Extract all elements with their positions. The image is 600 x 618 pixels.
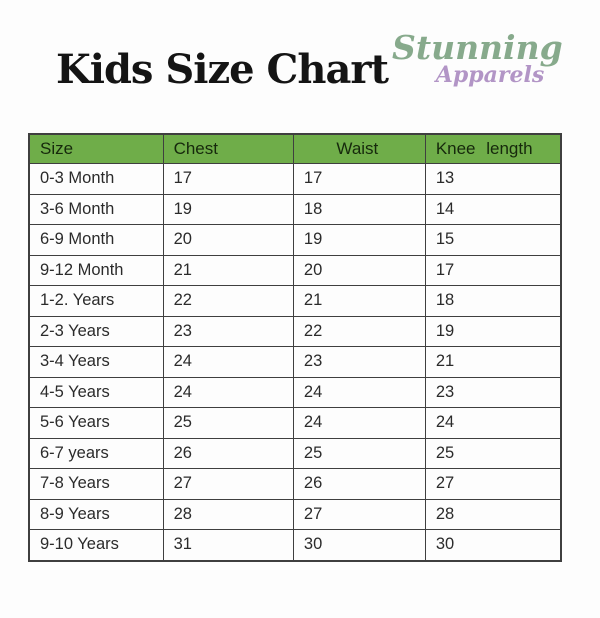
- waist-cell: 24: [293, 377, 425, 408]
- knee-cell: 13: [425, 164, 561, 195]
- table-body: [29, 164, 561, 561]
- chest-cell: 26: [163, 438, 293, 469]
- knee-cell: 28: [425, 499, 561, 530]
- table-row: [29, 438, 561, 469]
- table-row: [29, 469, 561, 500]
- table-row: [29, 408, 561, 439]
- table-row: [29, 316, 561, 347]
- knee-cell: 30: [425, 530, 561, 561]
- waist-cell: 23: [293, 347, 425, 378]
- knee-cell: 14: [425, 194, 561, 225]
- column-header-waist: Waist: [293, 134, 425, 164]
- waist-cell: 22: [293, 316, 425, 347]
- size-cell: 8-9 Years: [29, 499, 163, 530]
- chest-cell: 25: [163, 408, 293, 439]
- table-header: [29, 134, 561, 164]
- chest-cell: 20: [163, 225, 293, 256]
- waist-cell: 25: [293, 438, 425, 469]
- chest-cell: 28: [163, 499, 293, 530]
- table-row: [29, 164, 561, 195]
- size-cell: 2-3 Years: [29, 316, 163, 347]
- size-cell: 6-7 years: [29, 438, 163, 469]
- column-header-size: Size: [29, 134, 163, 164]
- size-cell: 3-6 Month: [29, 194, 163, 225]
- size-cell: 5-6 Years: [29, 408, 163, 439]
- chest-cell: 22: [163, 286, 293, 317]
- chest-cell: 21: [163, 255, 293, 286]
- table-row: [29, 286, 561, 317]
- chest-cell: 24: [163, 377, 293, 408]
- size-cell: 6-9 Month: [29, 225, 163, 256]
- chest-cell: 23: [163, 316, 293, 347]
- table-row: [29, 499, 561, 530]
- chest-cell: 17: [163, 164, 293, 195]
- waist-cell: 27: [293, 499, 425, 530]
- chest-cell: 19: [163, 194, 293, 225]
- brand-logo: [392, 28, 563, 89]
- chest-cell: 31: [163, 530, 293, 561]
- column-header-knee-length: Knee length: [425, 134, 561, 164]
- column-header-chest: Chest: [163, 134, 293, 164]
- size-cell: 9-10 Years: [29, 530, 163, 561]
- table-row: [29, 530, 561, 561]
- knee-cell: 25: [425, 438, 561, 469]
- knee-cell: 23: [425, 377, 561, 408]
- brand-name-line1: Stunning: [392, 28, 563, 67]
- table-row: [29, 347, 561, 378]
- waist-cell: 26: [293, 469, 425, 500]
- header-row: [29, 134, 561, 164]
- knee-cell: 18: [425, 286, 561, 317]
- table-row: [29, 255, 561, 286]
- size-cell: 1-2. Years: [29, 286, 163, 317]
- waist-cell: 18: [293, 194, 425, 225]
- table-row: [29, 225, 561, 256]
- waist-cell: 30: [293, 530, 425, 561]
- chest-cell: 24: [163, 347, 293, 378]
- size-cell: 7-8 Years: [29, 469, 163, 500]
- waist-cell: 17: [293, 164, 425, 195]
- waist-cell: 19: [293, 225, 425, 256]
- size-cell: 9-12 Month: [29, 255, 163, 286]
- table-row: [29, 194, 561, 225]
- waist-cell: 21: [293, 286, 425, 317]
- chest-cell: 27: [163, 469, 293, 500]
- knee-cell: 27: [425, 469, 561, 500]
- knee-cell: 19: [425, 316, 561, 347]
- brand-name-line2: Apparels: [435, 62, 545, 89]
- waist-cell: 20: [293, 255, 425, 286]
- knee-cell: 17: [425, 255, 561, 286]
- size-cell: 3-4 Years: [29, 347, 163, 378]
- size-chart-table: [28, 133, 562, 562]
- table-row: [29, 377, 561, 408]
- knee-cell: 24: [425, 408, 561, 439]
- page-title: Kids Size Chart: [56, 46, 388, 93]
- knee-cell: 15: [425, 225, 561, 256]
- size-cell: 4-5 Years: [29, 377, 163, 408]
- knee-cell: 21: [425, 347, 561, 378]
- size-cell: 0-3 Month: [29, 164, 163, 195]
- waist-cell: 24: [293, 408, 425, 439]
